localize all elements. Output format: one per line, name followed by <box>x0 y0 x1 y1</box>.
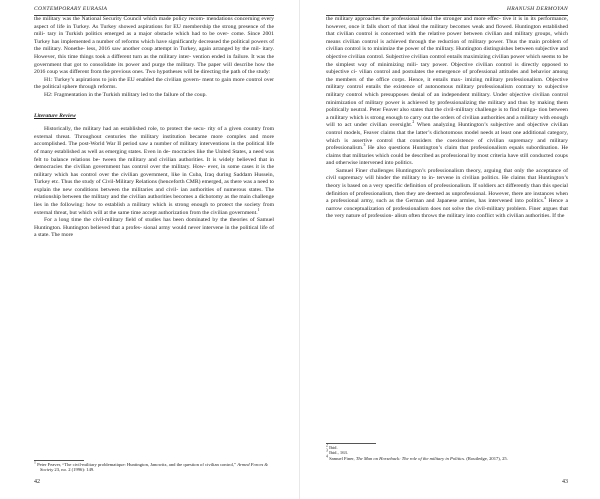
footnote-marker[interactable]: 3 <box>363 143 366 148</box>
footnote-marker[interactable]: 1 <box>257 207 260 212</box>
paragraph: Samuel Finer challenges Huntington’s professionalism theory, arguing that only the acceptance of civil supremacy will hinder the military to in- tervene in civilian politics. He claims that Huntington’s theory is based on a very specific definition of professionalism. If soldiers act differently than this special definition of professionalism, then they are deemed as unprofessional. However, there are instances when a professional army, such as the German and Japanese armies, has intervened into politics.$^4$ Hence a narrow conceptualization of professionalism does not solve the civil-military problem. Finer argues that the very nature of profession- alism often throws the military into conflict with civilian authorities. If the <box>326 167 568 220</box>
page-number-left: 42 <box>34 479 40 485</box>
footnote: $^4$ Samuel Finer, The Man on Horseback: The role of the military in Politics. (Routledge, 2017), 25. <box>326 454 508 461</box>
paragraph: the military was the National Security Council which made policy recom- mendations concerning every aspect of life in Turkey. As Turkey showed aspirations for EU membership the strong presence of the mili- tary in Turkish politics emerged as a major obstacle which had to be over- come. Since 2001 Turkey has implemented a number of reforms which have significantly decreased the political powers of the military. Nonethe- less, 2016 saw another coup attempt in Turkey, again arranged by the mil- itary. However, this time things took a different turn as the military inter- vention ended in failure. It was the government that got to consolidate its power and purge the military. The paper will describe how the 2016 coup was different from the previous ones. Two hypotheses will be directing the path of the study: <box>34 16 274 76</box>
hypothesis-2: H2: Fragmentation in the Turkish military led to the failure of the coup. <box>44 91 207 98</box>
right-body-text <box>326 16 568 221</box>
right-page <box>300 0 600 499</box>
running-head-left: CONTEMPORARY EURASIA <box>34 6 108 12</box>
footnote-rule <box>34 460 84 461</box>
left-body-text <box>34 16 274 240</box>
paragraph: Historically, the military had an established role, to protect the secu- rity of a given country from external threat. Throughout centuries the military institution became more complex and more accomplished. The post-World War II period saw a number of military interventions in the political life of many established as well as emerging states. Even in de- mocracies like the United States, a need was felt to balance relations be- tween the military and civilian authorities. It is widely believed that in democracies the civilian government has control over the military. How- ever, in some cases it is the military which has control over the civilian government, like in Cuba, Iraq during Saddam Hussein, Turkey etc. Thus the study of Civil-Military Relations (henceforth CMR) emerged, as there was a need to explain the new conditions between the militaries and civil- ian authorities of numerous states. The relationship between the military and the civilian authorities becomes a dichotomy as the main challenge lies in the following: how to establish a military which is strong enough to protect the society from external threat, but which will at the same time accept authorization from the civilian government.$^1$ <box>34 126 274 216</box>
footnote-marker[interactable]: 4 <box>544 196 547 201</box>
footnotes-right <box>326 445 568 461</box>
footnote: $^3$ Ibid., 163. <box>326 448 348 456</box>
page-number-right: 43 <box>562 479 568 485</box>
footnote: $^1$ Peter Feaver, “The civil-military problematique: Huntington, Janowitz, and the question of civilian control,” Armed Forces & Society 23, no. 2 (1996): 149. <box>34 460 268 473</box>
footnote: $^2$ Ibid. <box>326 443 338 450</box>
footnotes-left <box>34 462 274 473</box>
footnote-rule <box>326 443 376 444</box>
running-head-right: HRANUSH DERMOYAN <box>506 6 568 12</box>
section-heading: Literature Review <box>34 112 76 119</box>
hypothesis-1: H1: Turkey’s aspirations to join the EU enabled the civilian govern- ment to gain more control over the political sphere through reforms. <box>34 76 274 91</box>
paragraph: For a long time the civil-military field of studies has been dominated by the theories of Samuel Huntington. Huntington believed that a profes- sional army would never intervene in the political life of a state. The more <box>34 217 274 239</box>
paragraph: the military approaches the professional ideal the stronger and more effec- tive it is in its performance, however, once it falls short of that ideal the military becomes weak and flowed. Huntington established that civilian control is concerned with the relative power between civilian and military groups, which means civilian control is achieved through the reduction of military power. Thus the main problem of civilian control is to minimize the power of the military. Huntington distinguishes between subjective and objective civilian control. Subjective civilian control entails maximizing civilian power which seems to be the simplest way of minimizing mili- tary power. Objective civilian control is directly opposed to subjective ci- vilian control and postulates the emergence of professional attitudes and behavior among the members of the office corps. Hence, it entails max- imizing military professionalism. Objective military control entails the existence of autonomous military professionalism contrary to subjective military control which presupposes denial of an independent military. Under objective civilian control minimization of military power is achieved by professionalizing the military and thus by making them politically neutral. Peter Feaver also states that the civil-military challenge is to find mitiga- tion between a military which is strong enough to carry out the orders of civilian authorities and a military with enough will to act under civilian oversight.$^2$ When analyzing Huntington’s subjective and objective civilian control models, Feaver claims that the latter’s dichotomous model needs at least one additional category, which is assertive control that considers the coexistence of civilian supremacy and military professionalism.$^3$ He also questions Huntington’s claim that professionalism equals subordination. He claims that militaries which could be described as professional by most criteria have still conducted coups and otherwise intervened into politics. <box>326 16 569 167</box>
footnote-marker[interactable]: 2 <box>412 120 415 125</box>
